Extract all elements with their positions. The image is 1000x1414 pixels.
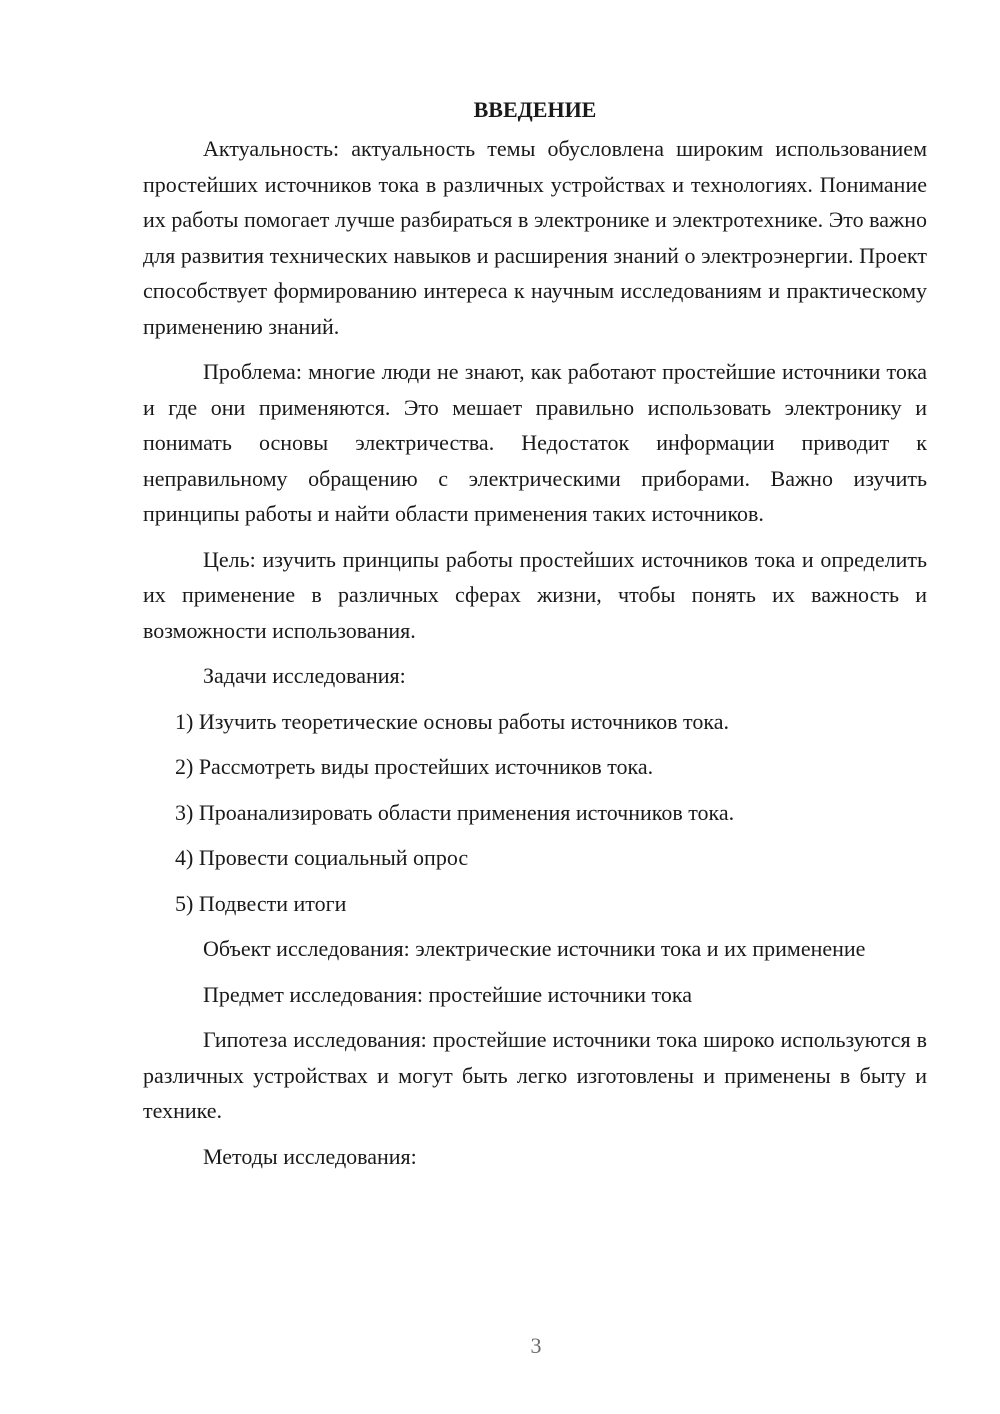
task-item: 4) Провести социальный опрос [175,845,469,870]
task-item: 1) Изучить теоретические основы работы источников тока. [175,708,729,734]
subject-paragraph: Предмет исследования: простейшие источники тока [203,981,692,1007]
problem-paragraph: Проблема: многие люди не знают, как работают простейшие источники тока и где они применяются. Это мешает правильно использовать электронику и понимать основы электричества. Недостаток информации приводит к неправильному обращению с электрическими приборами. Важно изучить принципы работы и найти области применения таких источников. [143,359,927,526]
goal-paragraph: Цель: изучить принципы работы простейших источников тока и определить их применение в различных сферах жизни, чтобы понять их важность и возможности использования. [143,546,927,643]
tasks-heading: Задачи исследования: [203,663,406,688]
task-item: 2) Рассмотреть виды простейших источников тока. [175,754,654,779]
section-title: ВВЕДЕНИЕ [473,97,597,122]
task-item: 3) Проанализировать области применения источников тока. [175,799,735,825]
relevance-paragraph: Актуальность: актуальность темы обусловлена широким использованием простейших источников тока в различных устройствах и технологиях. Понимание их работы помогает лучше разбираться в электронике и электротехнике. Это важно для развития технических навыков и расширения знаний о электроэнергии. Проект способствует формированию интереса к научным исследованиям и практическому применению знаний. [143,136,927,339]
page-number: 3 [530,1333,542,1358]
page-content [143,92,927,1184]
methods-heading: Методы исследования: [203,1143,417,1169]
object-paragraph: Объект исследования: электрические источники тока и их применение [203,936,866,961]
hypothesis-paragraph: Гипотеза исследования: простейшие источники тока широко используются в различных устройствах и могут быть легко изготовлены и применены в быту и технике. [143,1027,927,1123]
task-item: 5) Подвести итоги [175,890,347,916]
